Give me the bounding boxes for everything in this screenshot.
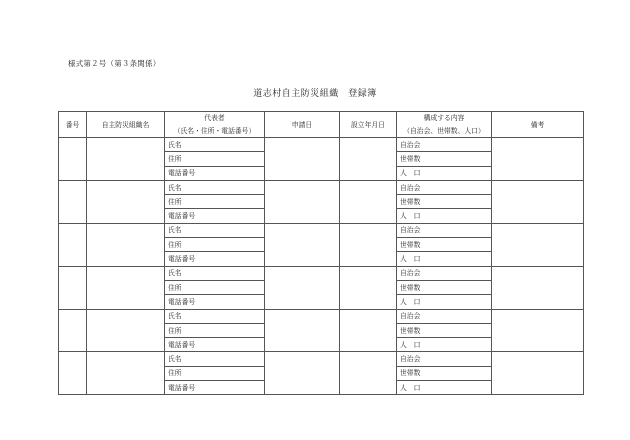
number-cell[interactable]	[59, 352, 87, 395]
established-date-cell[interactable]	[340, 352, 397, 395]
org-name-cell[interactable]	[87, 266, 165, 309]
representative-address-label: 住所	[165, 195, 265, 209]
representative-phone-label: 電話番号	[165, 295, 265, 309]
composition-population-label: 人 口	[397, 295, 492, 309]
remarks-cell[interactable]	[492, 309, 584, 352]
application-date-cell[interactable]	[265, 352, 340, 395]
org-name-cell[interactable]	[87, 138, 165, 181]
number-cell[interactable]	[59, 266, 87, 309]
representative-phone-label: 電話番号	[165, 252, 265, 266]
composition-population-label: 人 口	[397, 381, 492, 395]
application-date-cell[interactable]	[265, 266, 340, 309]
representative-address-label: 住所	[165, 152, 265, 166]
representative-name-label: 氏名	[165, 138, 265, 152]
remarks-cell[interactable]	[492, 266, 584, 309]
composition-council-label: 自治会	[397, 309, 492, 323]
composition-households-label: 世帯数	[397, 238, 492, 252]
table-row	[59, 352, 584, 366]
table-row	[59, 138, 584, 152]
org-name-cell[interactable]	[87, 352, 165, 395]
composition-population-label: 人 口	[397, 209, 492, 223]
header-application-date: 申請日	[265, 112, 340, 138]
table-row	[59, 309, 584, 323]
org-name-cell[interactable]	[87, 309, 165, 352]
header-composition: 構成する内容	[397, 112, 492, 125]
application-date-cell[interactable]	[265, 180, 340, 223]
representative-name-label: 氏名	[165, 309, 265, 323]
form-number: 様式第２号（第３条関係）	[68, 59, 161, 68]
representative-address-label: 住所	[165, 280, 265, 294]
remarks-cell[interactable]	[492, 223, 584, 266]
representative-name-label: 氏名	[165, 223, 265, 237]
representative-address-label: 住所	[165, 366, 265, 380]
established-date-cell[interactable]	[340, 309, 397, 352]
table-row	[59, 223, 584, 237]
composition-households-label: 世帯数	[397, 195, 492, 209]
org-name-cell[interactable]	[87, 180, 165, 223]
header-remarks: 備考	[492, 112, 584, 138]
org-name-cell[interactable]	[87, 223, 165, 266]
number-cell[interactable]	[59, 223, 87, 266]
table-row	[59, 180, 584, 194]
composition-council-label: 自治会	[397, 223, 492, 237]
representative-phone-label: 電話番号	[165, 166, 265, 180]
composition-population-label: 人 口	[397, 338, 492, 352]
established-date-cell[interactable]	[340, 223, 397, 266]
header-org-name: 自主防災組織名	[87, 112, 165, 138]
representative-phone-label: 電話番号	[165, 209, 265, 223]
composition-population-label: 人 口	[397, 166, 492, 180]
header-representative: 代表者	[165, 112, 265, 125]
established-date-cell[interactable]	[340, 138, 397, 181]
composition-council-label: 自治会	[397, 352, 492, 366]
established-date-cell[interactable]	[340, 180, 397, 223]
number-cell[interactable]	[59, 180, 87, 223]
application-date-cell[interactable]	[265, 223, 340, 266]
table-row	[59, 266, 584, 280]
header-representative-detail: （氏名・住所・電話番号）	[165, 125, 265, 138]
application-date-cell[interactable]	[265, 138, 340, 181]
remarks-cell[interactable]	[492, 180, 584, 223]
representative-address-label: 住所	[165, 323, 265, 337]
representative-phone-label: 電話番号	[165, 338, 265, 352]
application-date-cell[interactable]	[265, 309, 340, 352]
number-cell[interactable]	[59, 309, 87, 352]
representative-name-label: 氏名	[165, 180, 265, 194]
composition-households-label: 世帯数	[397, 366, 492, 380]
number-cell[interactable]	[59, 138, 87, 181]
table-header-row	[59, 112, 584, 125]
composition-council-label: 自治会	[397, 266, 492, 280]
representative-name-label: 氏名	[165, 266, 265, 280]
representative-address-label: 住所	[165, 238, 265, 252]
remarks-cell[interactable]	[492, 352, 584, 395]
composition-households-label: 世帯数	[397, 323, 492, 337]
table-body	[59, 138, 584, 395]
document-title: 道志村自主防災組織 登録簿	[253, 89, 377, 99]
representative-phone-label: 電話番号	[165, 381, 265, 395]
established-date-cell[interactable]	[340, 266, 397, 309]
header-established-date: 設立年月日	[340, 112, 397, 138]
header-number: 番号	[59, 112, 87, 138]
composition-population-label: 人 口	[397, 252, 492, 266]
composition-households-label: 世帯数	[397, 280, 492, 294]
composition-council-label: 自治会	[397, 138, 492, 152]
composition-council-label: 自治会	[397, 180, 492, 194]
remarks-cell[interactable]	[492, 138, 584, 181]
composition-households-label: 世帯数	[397, 152, 492, 166]
registration-table	[58, 111, 584, 395]
representative-name-label: 氏名	[165, 352, 265, 366]
header-composition-detail: （自治会、世帯数、人口）	[397, 125, 492, 138]
